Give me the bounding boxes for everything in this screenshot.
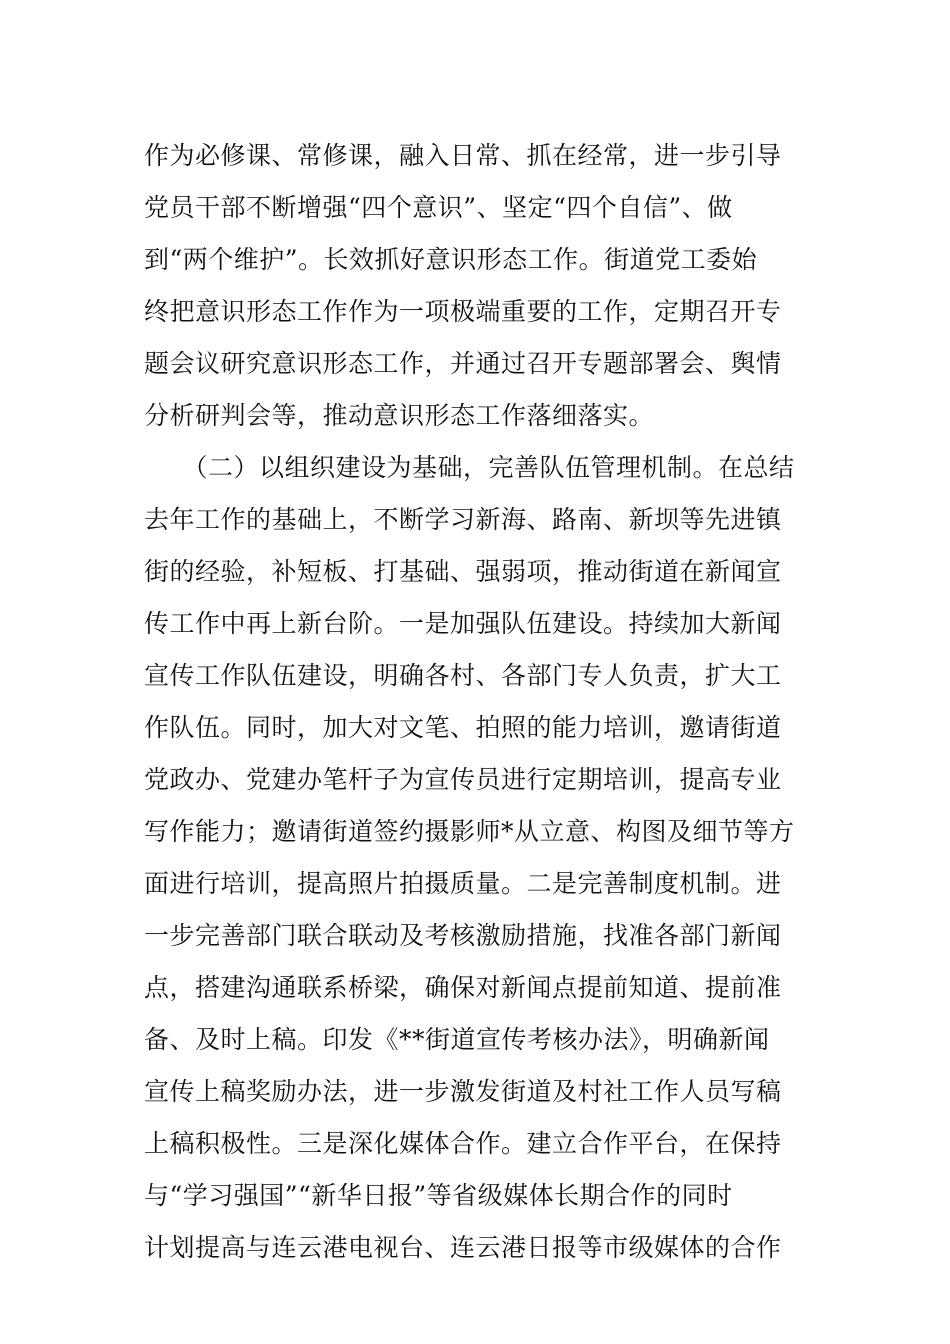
text-line: 去年工作的基础上，不断学习新海、路南、新坝等先进镇 [144, 505, 782, 534]
text-line: 宣传上稿奖励办法，进一步激发街道及村社工作人员写稿 [144, 1077, 782, 1106]
text-line: 备、及时上稿。印发《**街道宣传考核办法》，明确新闻 [144, 1025, 770, 1054]
text-line: 写作能力；邀请街道签约摄影师*从立意、构图及细节等方 [144, 817, 795, 846]
text-line: 上稿积极性。三是深化媒体合作。建立合作平台，在保持 [144, 1129, 782, 1158]
body-text [144, 130, 814, 1274]
text-line: 面进行培训，提高照片拍摄质量。二是完善制度机制。进 [144, 869, 782, 898]
text-line: 到“两个维护”。长效抓好意识形态工作。街道党工委始 [144, 245, 758, 274]
text-line: 作为必修课、常修课，融入日常、抓在经常，进一步引导 [144, 141, 782, 170]
text-line: 分析研判会等，推动意识形态工作落细落实。 [144, 401, 655, 430]
text-line: 作队伍。同时，加大对文笔、拍照的能力培训，邀请街道 [144, 713, 782, 742]
text-line: 终把意识形态工作作为一项极端重要的工作，定期召开专 [144, 297, 782, 326]
text-line: 一步完善部门联合联动及考核激励措施，找准各部门新闻 [144, 921, 782, 950]
text-line: 宣传工作队伍建设，明确各村、各部门专人负责，扩大工 [144, 661, 782, 690]
text-line: 传工作中再上新台阶。一是加强队伍建设。持续加大新闻 [144, 609, 782, 638]
text-line: 题会议研究意识形态工作，并通过召开专题部署会、舆情 [144, 349, 782, 378]
text-line: 计划提高与连云港电视台、连云港日报等市级媒体的合作 [144, 1233, 782, 1262]
text-line: 点，搭建沟通联系桥梁，确保对新闻点提前知道、提前准 [144, 973, 782, 1002]
text-line: 党员干部不断增强“四个意识”、坚定“四个自信”、做 [144, 193, 733, 222]
text-line: 党政办、党建办笔杆子为宣传员进行定期培训，提高专业 [144, 765, 782, 794]
text-line: 街的经验，补短板、打基础、强弱项，推动街道在新闻宣 [144, 557, 782, 586]
text-line: （二）以组织建设为基础，完善队伍管理机制。在总结 [144, 453, 795, 482]
text-line: 与“学习强国”“新华日报”等省级媒体长期合作的同时 [144, 1181, 733, 1210]
